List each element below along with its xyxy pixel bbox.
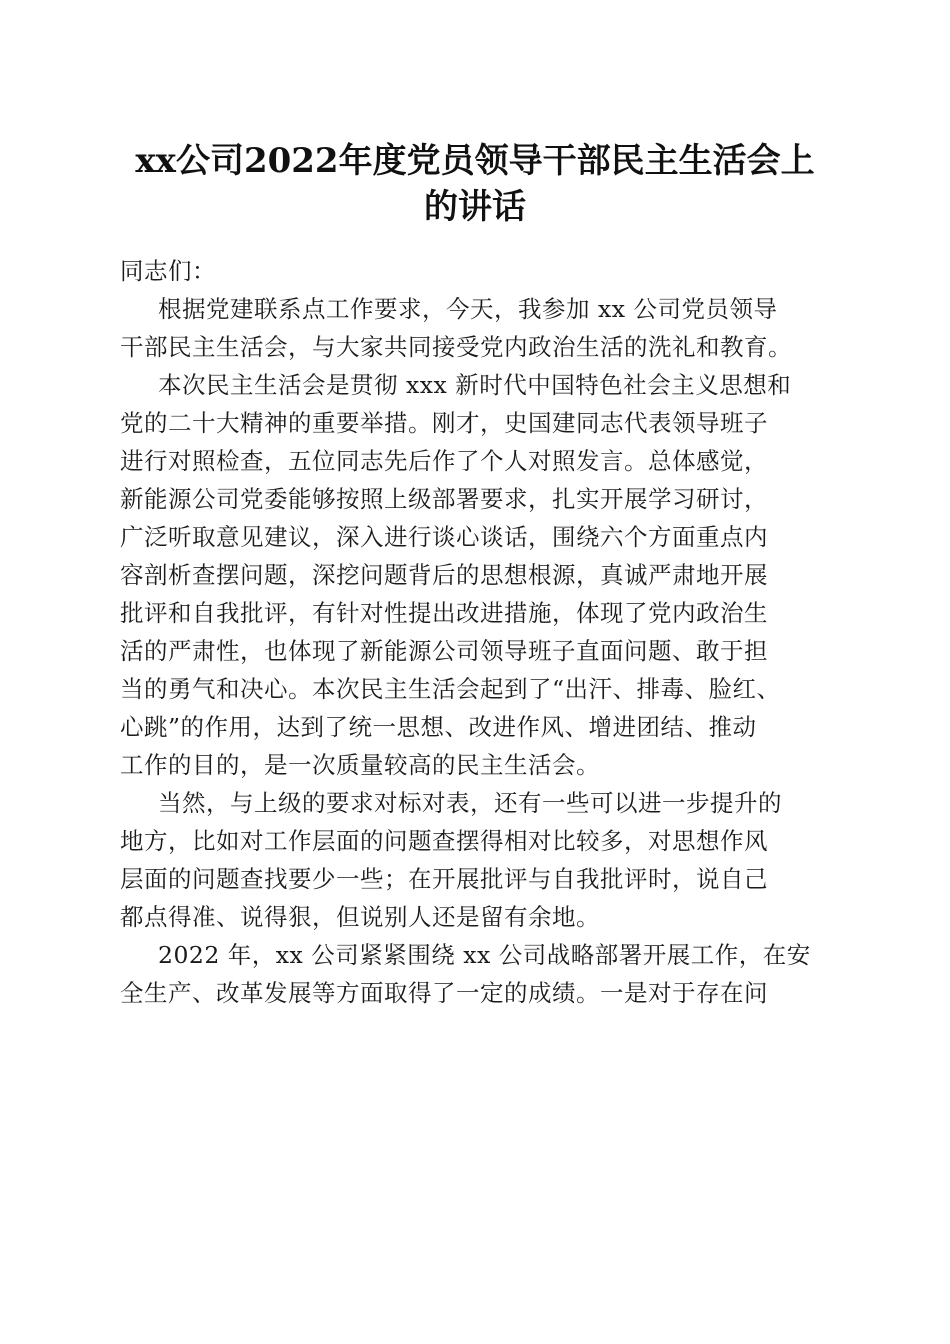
body-line: 全生产、改革发展等方面取得了一定的成绩。一是对于存在问 [120, 979, 768, 1007]
body-line: 地方，比如对工作层面的问题查摆得相对比较多，对思想作风 [120, 827, 768, 855]
body-line: 党的二十大精神的重要举措。刚才，史国建同志代表领导班子 [120, 409, 768, 437]
salutation: 同志们： [120, 257, 216, 285]
body-line: 活的严肃性，也体现了新能源公司领导班子直面问题、敢于担 [120, 637, 768, 665]
body-line: 进行对照检查，五位同志先后作了个人对照发言。总体感觉， [120, 447, 768, 475]
body-line: 心跳”的作用，达到了统一思想、改进作风、增进团结、推动 [120, 713, 757, 741]
body-text [120, 290, 830, 1012]
document-body [120, 252, 830, 1012]
body-line: 根据党建联系点工作要求，今天，我参加 xx 公司党员领导 [158, 295, 778, 323]
body-line: 当的勇气和决心。本次民主生活会起到了“出汗、排毒、脸红、 [120, 675, 781, 703]
body-line: 干部民主生活会，与大家共同接受党内政治生活的洗礼和教育。 [120, 333, 792, 361]
body-line: 都点得准、说得狠，但说别人还是留有余地。 [120, 903, 600, 931]
title-line-1: xx公司2022年度党员领导干部民主生活会上 [135, 141, 815, 181]
document-title [0, 138, 950, 230]
body-line: 2022 年，xx 公司紧紧围绕 xx 公司战略部署开展工作，在安 [158, 941, 811, 969]
title-line-2: 的讲话 [424, 187, 526, 227]
body-line: 容剖析查摆问题，深挖问题背后的思想根源，真诚严肃地开展 [120, 561, 768, 589]
body-line: 广泛听取意见建议，深入进行谈心谈话，围绕六个方面重点内 [120, 523, 768, 551]
body-line: 本次民主生活会是贯彻 xxx 新时代中国特色社会主义思想和 [158, 371, 792, 399]
body-line: 新能源公司党委能够按照上级部署要求，扎实开展学习研讨， [120, 485, 768, 513]
body-line: 批评和自我批评，有针对性提出改进措施，体现了党内政治生 [120, 599, 768, 627]
body-line: 层面的问题查找要少一些；在开展批评与自我批评时，说自己 [120, 865, 768, 893]
body-line: 当然，与上级的要求对标对表，还有一些可以进一步提升的 [158, 789, 782, 817]
body-line: 工作的目的，是一次质量较高的民主生活会。 [120, 751, 600, 779]
